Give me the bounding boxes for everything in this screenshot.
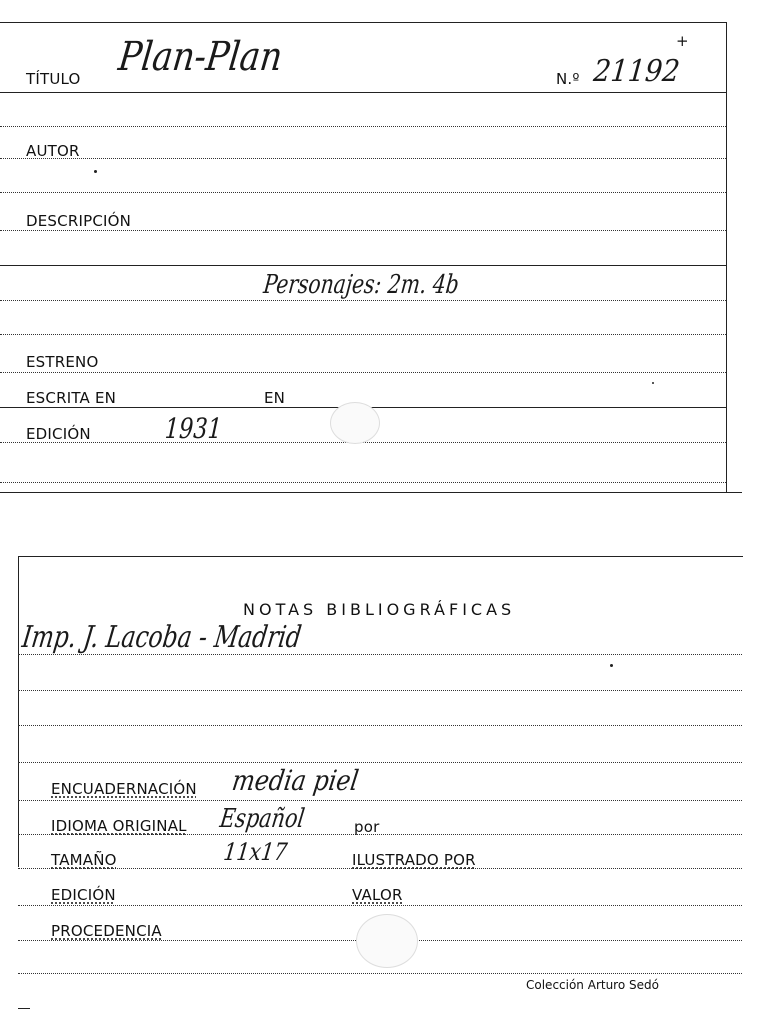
rule-line — [18, 690, 742, 691]
edicion-value: 1931 — [164, 412, 223, 445]
rule-line — [0, 265, 726, 266]
encuadernacion-label: ENCUADERNACIÓN — [51, 780, 197, 798]
autor-label: AUTOR — [26, 142, 80, 160]
rule-line — [0, 192, 726, 193]
rule-line — [0, 158, 726, 159]
numero-label: N.º — [556, 70, 580, 88]
tamano-value: 11x17 — [222, 838, 289, 866]
por-label: por — [354, 818, 380, 836]
en-label: EN — [264, 389, 286, 407]
notas-value: Imp. J. Lacoba - Madrid — [20, 620, 304, 655]
rule-line — [18, 800, 742, 801]
descripcion-label: DESCRIPCIÓN — [26, 212, 132, 230]
ilustrado-por-label: ILUSTRADO POR — [352, 851, 476, 869]
idioma-original-value: Español — [218, 804, 307, 834]
tamano-label: TAMAÑO — [51, 851, 117, 869]
titulo-label: TÍTULO — [26, 70, 81, 88]
numero-mark: + — [676, 32, 689, 50]
edicion-bottom-label: EDICIÓN — [51, 886, 116, 904]
descripcion-value: Personajes: 2m. 4b — [262, 270, 461, 300]
estreno-label: ESTRENO — [26, 353, 99, 371]
speck — [610, 664, 613, 667]
edicion-label: EDICIÓN — [26, 425, 91, 443]
rule-line — [18, 762, 742, 763]
top-card-bottom-edge — [0, 492, 742, 493]
rule-line — [18, 973, 742, 974]
coleccion-credit: Colección Arturo Sedó — [526, 978, 659, 992]
rule-line — [0, 482, 726, 483]
rule-line — [0, 230, 726, 231]
rule-line — [0, 334, 726, 335]
procedencia-label: PROCEDENCIA — [51, 922, 162, 940]
valor-label: VALOR — [352, 886, 403, 904]
faded-stamp — [356, 914, 418, 968]
corner-mark — [18, 1008, 30, 1009]
rule-line — [0, 300, 726, 301]
rule-line — [0, 92, 726, 93]
speck — [652, 382, 654, 384]
rule-line — [18, 725, 742, 726]
idioma-original-label: IDIOMA ORIGINAL — [51, 817, 187, 835]
speck — [94, 170, 97, 173]
escrita-en-label: ESCRITA EN — [26, 389, 117, 407]
rule-line — [0, 126, 726, 127]
rule-line — [0, 372, 726, 373]
numero-value: 21192 — [592, 54, 682, 89]
notas-heading: NOTAS BIBLIOGRÁFICAS — [243, 600, 516, 619]
faded-stamp — [330, 402, 380, 444]
rule-line — [18, 905, 742, 906]
encuadernacion-value: media piel — [230, 764, 361, 797]
titulo-value: Plan-Plan — [116, 34, 285, 80]
